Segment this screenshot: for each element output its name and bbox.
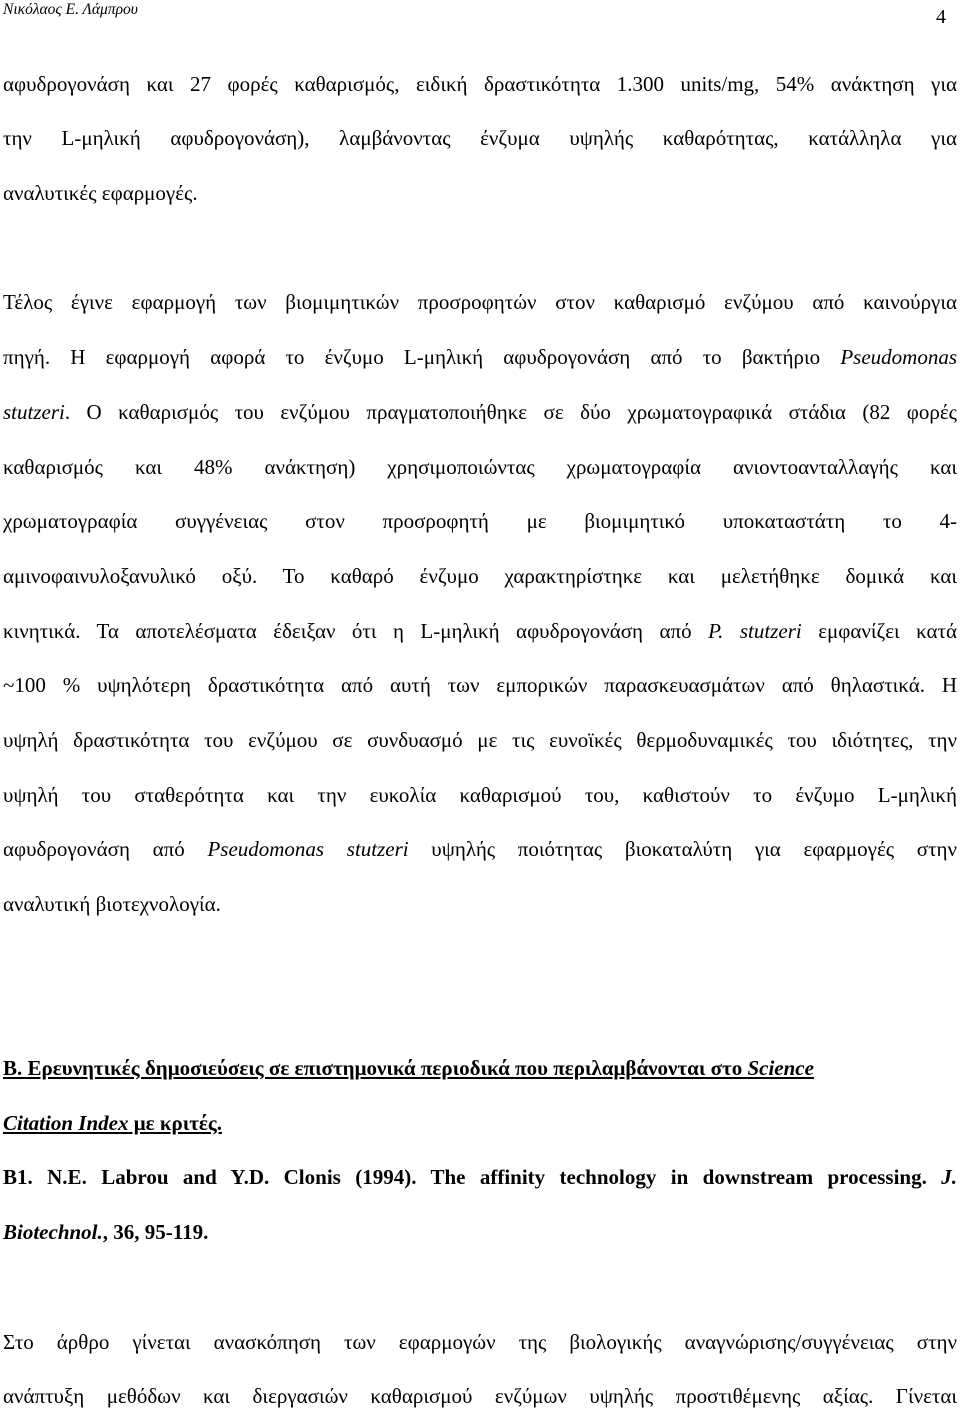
paragraph-line: ~100 % υψηλότερη δραστικότητα από αυτή των εμπορικών παρασκευασμάτων από θηλαστικά. Η	[3, 673, 957, 698]
paragraph-line	[3, 836, 957, 862]
citation-b1	[3, 1164, 957, 1190]
paragraph-line: χρωματογραφία συγγένειας στον προσροφητή με βιομιμητικό υποκαταστάτη το 4-	[3, 509, 957, 534]
paragraph-line: αναλυτικές εφαρμογές.	[3, 181, 198, 206]
species-name-italic: stutzeri	[3, 399, 65, 424]
species-name-italic: Pseudomonas	[840, 345, 957, 370]
paragraph-line: καθαρισμός και 48% ανάκτηση) χρησιμοποιώντας χρωματογραφία ανιοντοανταλλαγής και	[3, 454, 957, 479]
paragraph-line: αναλυτική βιοτεχνολογία.	[3, 892, 221, 916]
heading-italic-text: Citation Index	[3, 1110, 129, 1135]
species-name-italic: P. stutzeri	[708, 618, 802, 643]
paragraph-line: υψηλή του σταθερότητα και την ευκολία καθαρισμού του, καθιστούν το ένζυμο L-μηλική	[3, 782, 957, 807]
paragraph-line	[3, 618, 957, 644]
line-text: υψηλής ποιότητας βιοκαταλύτη για εφαρμογές στην	[408, 837, 957, 862]
species-name-italic: Pseudomonas stutzeri	[207, 837, 409, 862]
paragraph-line: αφυδρογονάση και 27 φορές καθαρισμός, ειδική δραστικότητα 1.300 units/mg, 54% ανάκτηση για	[3, 71, 957, 96]
paragraph-line: ανάπτυξη μεθόδων και διεργασιών καθαρισμού ενζύμων υψηλής προστιθέμενης αξίας. Γίνεται	[3, 1384, 957, 1409]
paragraph-line: Τέλος έγινε εφαρμογή των βιομιμητικών προσροφητών στον καθαρισμό ενζύμου από καινούργια	[3, 290, 957, 315]
page-number: 4	[936, 6, 946, 28]
section-heading-line	[3, 1055, 957, 1081]
heading-text: B. Ερευνητικές δημοσιεύσεις σε επιστημονικά περιοδικά που περιλαμβάνονται στο	[3, 1056, 748, 1081]
paragraph-2	[3, 289, 957, 945]
paragraph-line: υψηλή δραστικότητα του ενζύμου σε συνδυασμό με τις ευνοϊκές θερμοδυναμικές του ιδιότητες, την	[3, 727, 957, 752]
journal-name-italic: J.	[941, 1165, 957, 1190]
line-text: εμφανίζει κατά	[801, 618, 957, 643]
paragraph-1	[3, 71, 957, 235]
citation-summary	[3, 1329, 957, 1410]
line-text: πηγή. Η εφαρμογή αφορά το ένζυμο L-μηλική αφυδρογονάση από το βακτήριο	[3, 345, 841, 370]
section-heading-line	[3, 1110, 957, 1136]
line-text: κινητικά. Τα αποτελέσματα έδειξαν ότι η L-μηλική αφυδρογονάση από	[3, 618, 709, 643]
citation-b1	[3, 1219, 957, 1245]
citation-text: B1. N.E. Labrou and Y.D. Clonis (1994). The affinity technology in downstream processing.	[3, 1165, 942, 1190]
paragraph-line: Στο άρθρο γίνεται ανασκόπηση των εφαρμογών της βιολογικής αναγνώρισης/συγγένειας στην	[3, 1329, 957, 1354]
running-header-author: Νικόλαος Ε. Λάμπρου	[3, 1, 138, 18]
heading-italic-text: Science	[747, 1056, 814, 1081]
line-text: αφυδρογονάση από	[3, 837, 208, 862]
line-text: . Ο καθαρισμός του ενζύμου πραγματοποιήθηκε σε δύο χρωματογραφικά στάδια (82 φορές	[64, 399, 957, 424]
journal-name-italic: Biotechnol.	[3, 1220, 103, 1245]
paragraph-line	[3, 399, 957, 425]
paragraph-line: αμινοφαινυλοξανυλικό οξύ. Το καθαρό ένζυμο χαρακτηρίστηκε και μελετήθηκε δομικά και	[3, 563, 957, 588]
paragraph-line	[3, 344, 957, 370]
paragraph-line: την L-μηλική αφυδρογονάση), λαμβάνοντας ένζυμα υψηλής καθαρότητας, κατάλληλα για	[3, 126, 957, 151]
heading-text: με κριτές.	[128, 1110, 222, 1135]
section-heading	[3, 1055, 957, 1274]
citation-text: , 36, 95-119.	[102, 1220, 209, 1245]
document-body	[3, 71, 957, 1410]
